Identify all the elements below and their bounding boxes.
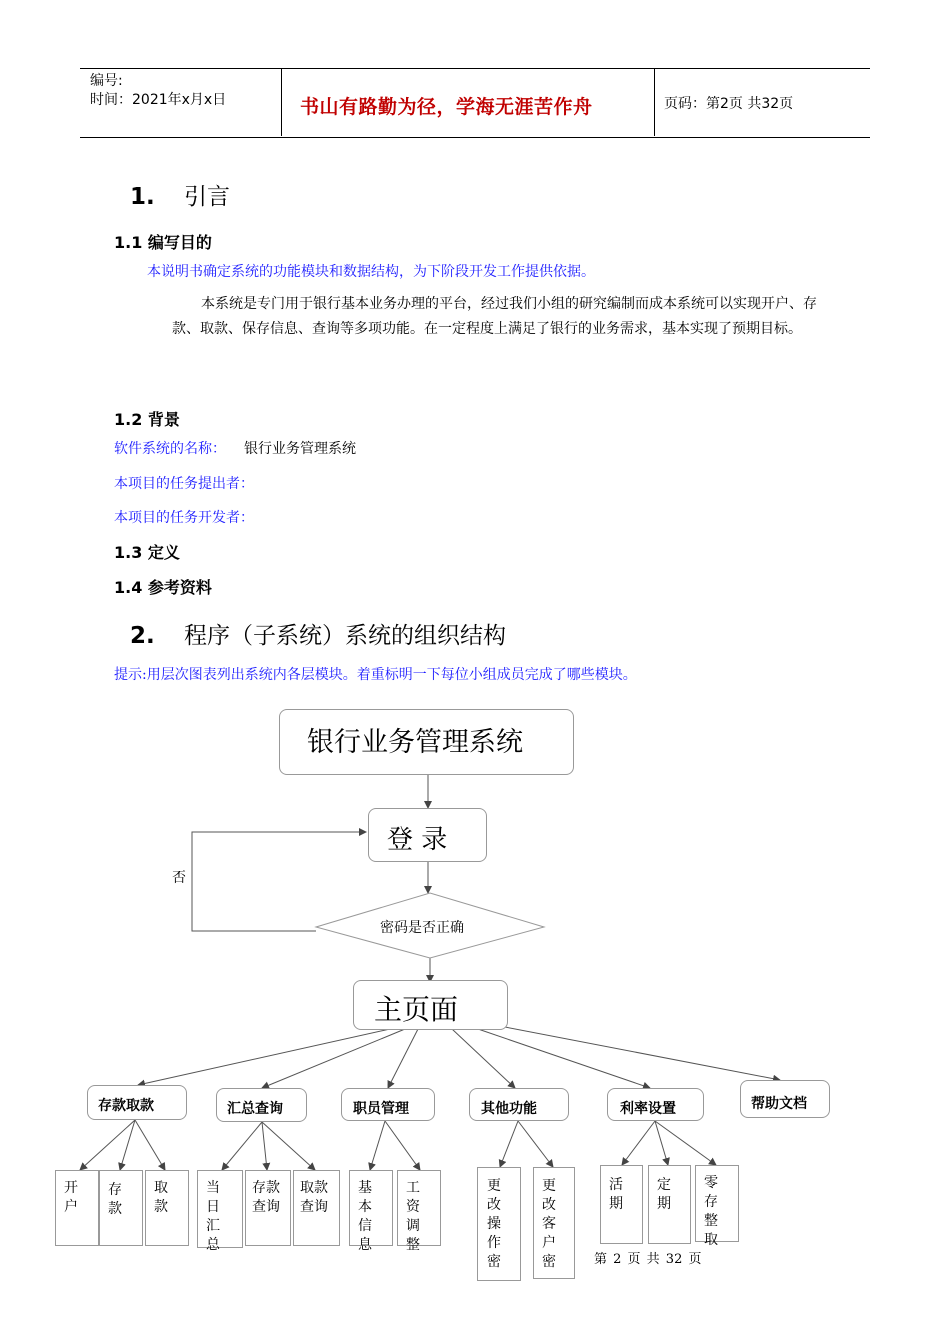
leaf-change-operator-password: 更改操作密	[477, 1167, 521, 1281]
section-1-title: 1. 引言	[130, 184, 230, 210]
root-node: 银行业务管理系统	[279, 709, 574, 775]
module-other-functions: 其他功能	[469, 1088, 569, 1121]
header-motto: 书山有路勤为径，学海无涯苦作舟	[300, 96, 593, 118]
section-1-1-heading: 1.1 编写目的	[114, 233, 212, 252]
section-1-1-note: 本说明书确定系统的功能模块和数据结构，为下阶段开发工作提供依据。	[147, 264, 595, 280]
task-proposer-line: 本项目的任务提出者：	[114, 476, 254, 492]
section-2-title: 2. 程序（子系统）系统的组织结构	[130, 623, 506, 649]
leaf-basic-info: 基本信息	[349, 1170, 393, 1246]
leaf-deposit-query: 存款查询	[245, 1170, 291, 1246]
header-page-info: 页码：第2页 共32页	[664, 96, 794, 112]
leaf-daily-summary: 当日汇总	[197, 1170, 243, 1248]
module-help-docs: 帮助文档	[740, 1080, 830, 1118]
section-1-2-heading: 1.2 背景	[114, 410, 180, 429]
section-1-4-heading: 1.4 参考资料	[114, 578, 212, 597]
section-1-1-paragraph: 本系统是专门用于银行基本业务办理的平台，经过我们小组的研究编制而成本系统可以实现开户、存款、取款、保存信息、查询等多项功能。在一定程度上满足了银行的业务需求，基本实现了预期目标。	[172, 296, 817, 337]
leaf-demand-deposit: 活期	[600, 1165, 643, 1244]
no-branch-label: 否	[172, 870, 186, 886]
footer-page-number: 第 2 页 共 32 页	[594, 1252, 702, 1267]
main-page-node: 主页面	[353, 980, 508, 1030]
leaf-lump-sum: 零存整取	[695, 1165, 739, 1242]
module-summary-query: 汇总查询	[216, 1088, 307, 1122]
module-rate-settings: 利率设置	[607, 1088, 704, 1121]
header-number: 编号:	[90, 73, 123, 89]
password-check-label: 密码是否正确	[380, 920, 464, 936]
section-2-hint: 提示:用层次图表列出系统内各层模块。着重标明一下每位小组成员完成了哪些模块。	[114, 667, 637, 683]
leaf-deposit: 存款	[99, 1170, 143, 1246]
leaf-salary-adjust: 工资调整	[397, 1170, 441, 1246]
leaf-open-account: 开户	[55, 1170, 99, 1246]
software-name-line: 软件系统的名称： 银行业务管理系统	[114, 441, 356, 457]
module-staff-management: 职员管理	[341, 1088, 435, 1121]
leaf-change-customer-password: 更改客户密	[533, 1167, 575, 1279]
section-1-3-heading: 1.3 定义	[114, 543, 180, 562]
leaf-withdraw-query: 取款查询	[293, 1170, 340, 1246]
module-deposit-withdraw: 存款取款	[87, 1085, 187, 1120]
leaf-fixed-deposit: 定期	[648, 1165, 691, 1244]
login-node: 登 录	[368, 808, 487, 862]
task-developer-line: 本项目的任务开发者：	[114, 510, 254, 526]
leaf-withdraw: 取款	[145, 1170, 189, 1246]
header-date: 时间：2021年x月x日	[90, 92, 227, 108]
